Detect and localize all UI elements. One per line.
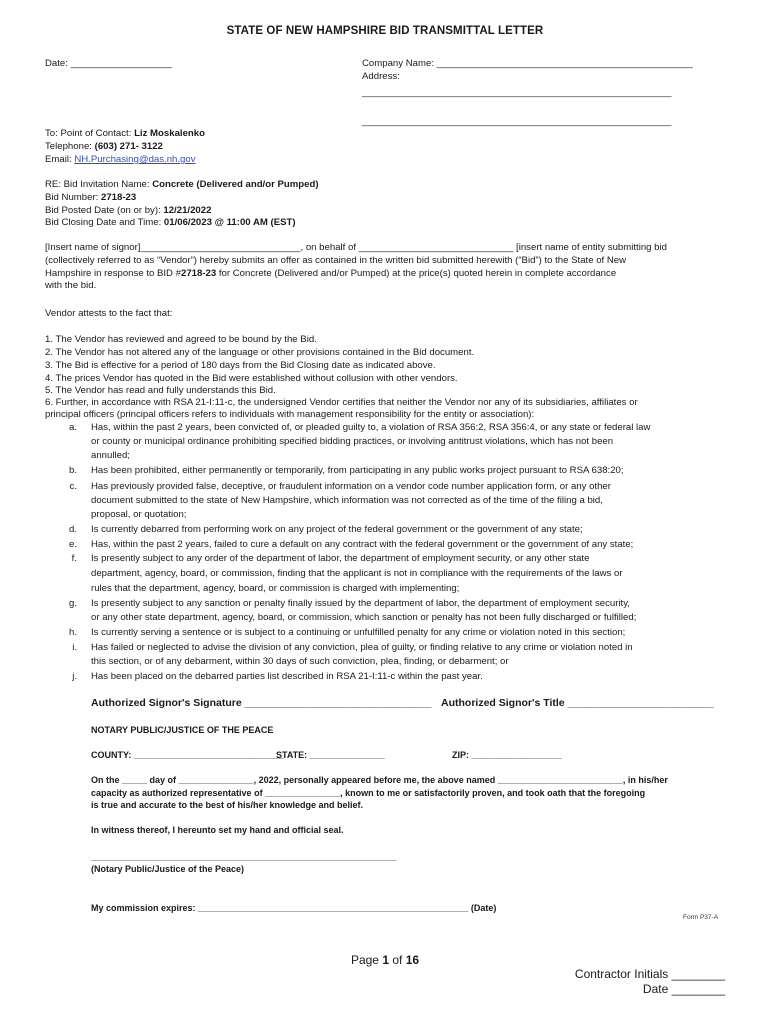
notary-paragraph-line-2: capacity as authorized representative of _______________, known to me or satisfactorily proven, and took oath that the foregoing xyxy=(91,788,646,798)
bid-closing-value: 01/06/2023 @ 11:00 AM (EST) xyxy=(163,217,296,228)
list-item: 3. The Bid is effective for a period of 180 days from the Bid Closing date as indicated above. xyxy=(45,360,436,371)
sub-item-line: document submitted to the state of New Hampshire, which information was not corrected as of the time of the filing a bid, xyxy=(91,495,603,506)
intro-line-1: [Insert name of signor]______________________________, on behalf of _____________________________ [insert name of entity submitting bid xyxy=(45,242,667,253)
sub-item-label: i. xyxy=(72,642,77,653)
page-of: of xyxy=(389,953,406,967)
sub-item-line: Is presently subject to any sanction or penalty finally issued by the department of labor, the department of employment security, xyxy=(91,598,630,609)
signor-title-field[interactable]: Authorized Signor's Title _________________________ xyxy=(441,697,714,709)
bid-name-value: Concrete (Delivered and/or Pumped) xyxy=(152,179,319,190)
address-line-1[interactable]: __________________________________________________________ xyxy=(362,87,672,98)
bid-name xyxy=(45,178,319,191)
page-number xyxy=(0,953,770,967)
sub-item-line: Has previously provided false, deceptive, or fraudulent information on a vendor code number application form, or any other xyxy=(91,481,611,492)
zip-field[interactable]: ZIP: __________________ xyxy=(452,750,562,760)
telephone xyxy=(45,140,163,153)
sub-item-label: e. xyxy=(68,539,77,550)
notary-heading: NOTARY PUBLIC/JUSTICE OF THE PEACE xyxy=(91,725,274,735)
sub-item-line: Has been placed on the debarred parties list described in RSA 21-I:11-c within the past year. xyxy=(91,671,483,682)
company-name-field[interactable]: Company Name: ________________________________________________ xyxy=(362,58,693,69)
bid-closing-label: Bid Closing Date and Time: xyxy=(45,217,162,228)
bid-number-value: 2718-23 xyxy=(101,192,137,203)
sub-item-label: f. xyxy=(71,553,77,564)
sub-item-line: Has failed or neglected to advise the division of any conviction, plea of guilty, or finding relative to any crime or violation noted in xyxy=(91,642,633,653)
list-item: 6. Further, in accordance with RSA 21-I:11-c, the undersigned Vendor certifies that neither the Vendor nor any of its subsidiaries, affiliates or xyxy=(45,397,638,408)
footer-date-field[interactable]: Date ________ xyxy=(642,982,725,996)
sub-item-line: annulled; xyxy=(91,450,130,461)
intro-line-3c: for Concrete (Delivered and/or Pumped) at the price(s) quoted herein in complete accordance xyxy=(216,268,617,279)
sub-item-line: or county or municipal ordinance prohibiting specified bidding practices, or involving antitrust violations, which has not been xyxy=(91,436,614,447)
intro-line-2: (collectively referred to as “Vendor”) hereby submits an offer as contained in the written bid submitted herewith (“Bid”) to the State of New xyxy=(45,255,627,266)
bid-posted-value: 12/21/2022 xyxy=(163,205,212,216)
point-of-contact xyxy=(45,127,205,140)
address-line-2[interactable]: __________________________________________________________ xyxy=(362,116,672,127)
sub-item-line: proposal, or quotation; xyxy=(91,509,187,520)
county-field[interactable]: COUNTY: ______________________________ xyxy=(91,750,284,760)
poc-label: To: Point of Contact: xyxy=(45,128,132,139)
list-item: 5. The Vendor has read and fully understands this Bid. xyxy=(45,385,276,396)
sub-item-line: Has, within the past 2 years, failed to cure a default on any contract with the federal government or the government of any state; xyxy=(91,539,634,550)
sub-item-label: j. xyxy=(72,671,77,682)
poc-value: Liz Moskalenko xyxy=(134,128,205,139)
address-label: Address: xyxy=(362,71,400,82)
commission-expires-field[interactable]: My commission expires: ______________________________________________________ (Date) xyxy=(91,903,497,913)
intro-bid-number: 2718-23 xyxy=(180,268,217,279)
bid-name-label: RE: Bid Invitation Name: xyxy=(45,179,150,190)
bid-closing xyxy=(45,216,296,229)
witness-statement: In witness thereof, I hereunto set my hand and official seal. xyxy=(91,825,344,835)
sub-item-line: Has, within the past 2 years, been convicted of, or pleaded guilty to, a violation of RSA 356:2, RSA 356:4, or any state or federal law xyxy=(91,422,651,433)
list-item: 4. The prices Vendor has quoted in the Bid were established without collusion with other vendors. xyxy=(45,373,458,384)
email xyxy=(45,153,196,166)
date-field[interactable]: Date: ___________________ xyxy=(45,58,172,69)
sub-item-label: c. xyxy=(69,481,77,492)
intro-line-4: with the bid. xyxy=(45,280,97,291)
sub-item-label: g. xyxy=(68,598,77,609)
sub-item-label: h. xyxy=(68,627,77,638)
intro-line-3 xyxy=(45,267,616,280)
sub-item-line: Is currently serving a sentence or is subject to a continuing or unfulfilled penalty for any crime or violation noted in this section; xyxy=(91,627,626,638)
list-item: 2. The Vendor has not altered any of the language or other provisions contained in the Bid document. xyxy=(45,347,475,358)
notary-paragraph-line-1: On the _____ day of _______________, 2022, personally appeared before me, the above named _________________________, in his/her xyxy=(91,775,668,785)
intro-line-3a: Hampshire in response to BID # xyxy=(45,268,181,279)
sub-item-line: this section, or of any debarment, within 30 days of such conviction, plea, finding, or debarment; or xyxy=(91,656,509,667)
page-total: 16 xyxy=(405,953,420,967)
attest-heading: Vendor attests to the fact that: xyxy=(45,308,173,319)
sub-item-line: Is presently subject to any order of the department of labor, the department of employment security, or any other state xyxy=(91,553,590,564)
document-title: STATE OF NEW HAMPSHIRE BID TRANSMITTAL LETTER xyxy=(226,25,544,37)
bid-number xyxy=(45,191,136,204)
phone-label: Telephone: xyxy=(45,141,92,152)
notary-paragraph-line-3: is true and accurate to the best of his/her knowledge and belief. xyxy=(91,800,364,810)
sub-item-line: department, agency, board, or commission, finding that the applicant is not in compliance with the requirements of the laws or xyxy=(91,568,623,579)
form-number: Form P37-A xyxy=(683,914,719,921)
signor-signature-field[interactable]: Authorized Signor's Signature ________________________________ xyxy=(91,697,432,709)
contractor-initials-field[interactable]: Contractor Initials ________ xyxy=(574,967,725,981)
sub-item-line: rules that the department, agency, board, or commission is charged with implementing; xyxy=(91,583,460,594)
sub-item-label: d. xyxy=(68,524,77,535)
sub-item-line: Has been prohibited, either permanently or temporarily, from participating in any public works project pursuant to RSA 638:20; xyxy=(91,465,624,476)
sub-item-label: a. xyxy=(68,422,77,433)
bid-posted-label: Bid Posted Date (on or by): xyxy=(45,205,161,216)
bid-number-label: Bid Number: xyxy=(45,192,99,203)
phone-value: (603) 271- 3122 xyxy=(94,141,163,152)
sub-item-label: b. xyxy=(68,465,77,476)
page-current: 1 xyxy=(382,953,389,967)
notary-signature-line[interactable]: _____________________________________________________________ xyxy=(91,852,397,862)
sub-item-line: or any other state department, agency, board, or commission, which sanction or penalty has not been fully discharged or fulfilled; xyxy=(91,612,637,623)
list-item: principal officers (principal officers refers to individuals with management responsibility for the entity or association): xyxy=(45,409,535,420)
state-field[interactable]: STATE: _______________ xyxy=(276,750,385,760)
list-item: 1. The Vendor has reviewed and agreed to be bound by the Bid. xyxy=(45,334,317,345)
email-link[interactable]: NH.Purchasing@das.nh.gov xyxy=(74,154,196,165)
page-prefix: Page xyxy=(350,953,383,967)
notary-signature-caption: (Notary Public/Justice of the Peace) xyxy=(91,864,245,874)
sub-item-line: Is currently debarred from performing work on any project of the federal government or the government of any state; xyxy=(91,524,583,535)
email-label: Email: xyxy=(45,154,72,165)
